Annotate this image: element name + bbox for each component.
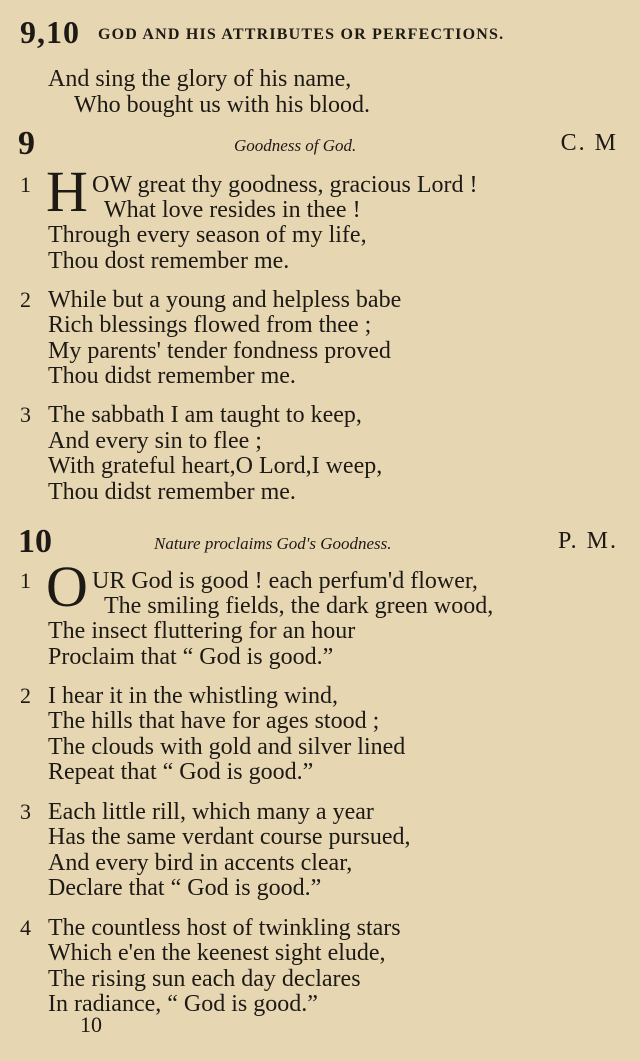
hymn-10-s2-line-4: Repeat that “ God is good.”: [48, 759, 314, 785]
running-head-title: GOD AND HIS ATTRIBUTES OR PERFECTIONS.: [98, 26, 505, 43]
hymn-9-s1-line-4: Thou dost remember me.: [48, 248, 290, 274]
hymn-10-s3-line-4: Declare that “ God is good.”: [48, 875, 322, 901]
hymn-10-s4-line-1: The countless host of twinkling stars: [48, 915, 401, 941]
hymn-9-title: Goodness of God.: [234, 136, 357, 155]
hymn-10-header: [18, 524, 618, 564]
hymn-10-s3-line-3: And every bird in accents clear,: [48, 850, 353, 876]
hymn-9-s3-line-4: Thou didst remember me.: [48, 479, 296, 505]
hymn-10-stanza-3-number: 3: [20, 799, 31, 824]
hymn-9-s3-line-2: And every sin to flee ;: [48, 428, 262, 454]
hymn-9-stanza-2-number: 2: [20, 287, 31, 312]
hymn-10-s2-line-1: I hear it in the whistling wind,: [48, 683, 338, 709]
hymn-10-s4-line-3: The rising sun each day declares: [48, 966, 361, 992]
hymn-10-s1-line-1: UR God is good ! each perfum'd flower,: [92, 568, 478, 594]
running-head-numbers: 9,10: [20, 14, 80, 50]
hymn-10-s4-line-2: Which e'en the keenest sight elude,: [48, 940, 386, 966]
hymn-10-s1-line-4: Proclaim that “ God is good.”: [48, 644, 334, 670]
hymn-9-stanza-3-number: 3: [20, 402, 31, 427]
hymn-10-s4-line-4: In radiance, “ God is good.”: [48, 991, 318, 1017]
hymn-10-s2-line-2: The hills that have for ages stood ;: [48, 708, 380, 734]
carryover-line-2: Who bought us with his blood.: [74, 92, 371, 118]
hymn-9-s1-line-2: What love resides in thee !: [104, 197, 361, 223]
hymn-10-s3-line-2: Has the same verdant course pursued,: [48, 824, 411, 850]
hymn-9-s3-line-1: The sabbath I am taught to keep,: [48, 402, 362, 428]
hymn-10-stanza-4-number: 4: [20, 915, 31, 940]
hymn-9-s2-line-4: Thou didst remember me.: [48, 363, 296, 389]
hymn-9-meter: C. M: [560, 130, 618, 156]
hymn-9-number: 9: [18, 125, 35, 162]
hymn-10-dropcap: O: [46, 554, 88, 619]
hymn-10-stanza-2-number: 2: [20, 683, 31, 708]
hymn-9-s1-line-3: Through every season of my life,: [48, 222, 367, 248]
hymn-10-number: 10: [18, 523, 52, 560]
hymn-9-header: [18, 126, 618, 166]
hymn-10-s1-line-2: The smiling fields, the dark green wood,: [104, 593, 494, 619]
running-head: [20, 14, 620, 54]
hymn-9-s1-line-1: OW great thy goodness, gracious Lord !: [92, 172, 478, 198]
hymn-10-title: Nature proclaims God's Goodness.: [154, 534, 392, 553]
carryover-line-1: And sing the glory of his name,: [48, 66, 352, 92]
hymn-10-s2-line-3: The clouds with gold and silver lined: [48, 734, 406, 760]
page-number: 10: [80, 1012, 102, 1037]
hymn-9-s2-line-2: Rich blessings flowed from thee ;: [48, 312, 372, 338]
hymn-9-s2-line-1: While but a young and helpless babe: [48, 287, 402, 313]
hymn-9-stanza-1-number: 1: [20, 172, 31, 197]
hymn-10-meter: P. M.: [557, 528, 618, 554]
hymn-10-stanza-1-number: 1: [20, 568, 31, 593]
hymn-10-s3-line-1: Each little rill, which many a year: [48, 799, 374, 825]
hymn-9-s2-line-3: My parents' tender fondness proved: [48, 338, 391, 364]
hymn-9-s3-line-3: With grateful heart,O Lord,I weep,: [48, 453, 383, 479]
hymn-9-dropcap: H: [46, 159, 88, 224]
hymn-10-s1-line-3: The insect fluttering for an hour: [48, 618, 356, 644]
